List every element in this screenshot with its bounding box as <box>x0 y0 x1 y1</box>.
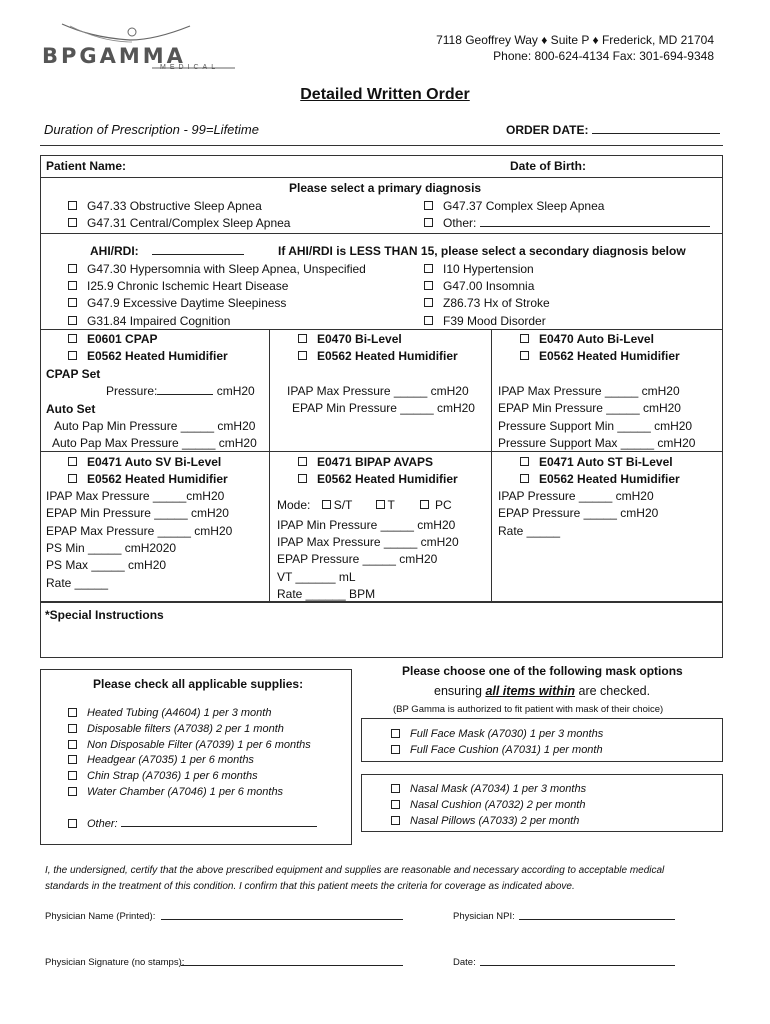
mask-item[interactable]: Nasal Pillows (A7033) 2 per month <box>391 814 579 828</box>
ahi-rdi-field[interactable] <box>152 254 244 255</box>
supply-item[interactable]: Chin Strap (A7036) 1 per 6 months <box>68 769 258 783</box>
device-e0471-auto-st[interactable]: E0471 Auto ST Bi-Level <box>520 455 673 469</box>
company-address: 7118 Geoffrey Way ♦ Suite P ♦ Frederick, MD 21704 <box>436 33 714 47</box>
logo <box>40 18 240 74</box>
col4-line: EPAP Max Pressure _____ cmH20 <box>46 524 233 538</box>
patient-name-label: Patient Name: <box>46 159 127 173</box>
date-label: Date: <box>453 957 476 968</box>
auto-max: Auto Pap Max Pressure _____ cmH20 <box>52 436 257 450</box>
cpap-set-label: CPAP Set <box>46 367 101 381</box>
secondary-left-item[interactable]: G47.9 Excessive Daytime Sleepiness <box>68 296 286 310</box>
supply-item[interactable]: Non Disposable Filter (A7039) 1 per 6 months <box>68 738 311 752</box>
logo-subtext: MEDICAL <box>160 64 220 71</box>
col6-line: Rate _____ <box>498 524 561 538</box>
col4-line: EPAP Min Pressure _____ cmH20 <box>46 506 229 520</box>
physician-signature-field[interactable] <box>181 952 403 966</box>
device-col6-humidifier[interactable]: E0562 Heated Humidifier <box>520 472 680 486</box>
col4-line: PS Max _____ cmH20 <box>46 558 167 572</box>
physician-npi-label: Physician NPI: <box>453 911 515 922</box>
col2-ipap-max: IPAP Max Pressure _____ cmH20 <box>287 384 469 398</box>
diag-other[interactable]: Other: <box>424 216 710 230</box>
mask-item[interactable]: Nasal Cushion (A7032) 2 per month <box>391 798 585 812</box>
page-title: Detailed Written Order <box>300 86 470 103</box>
col4-line: IPAP Max Pressure _____cmH20 <box>46 489 225 503</box>
secondary-right-item[interactable]: G47.00 Insomnia <box>424 279 534 293</box>
diag-g4733[interactable]: G47.33 Obstructive Sleep Apnea <box>68 199 262 213</box>
order-date-field[interactable] <box>592 133 720 134</box>
primary-diagnosis-heading: Please select a primary diagnosis <box>289 181 482 195</box>
masks-note: (BP Gamma is authorized to fit patient with mask of their choice) <box>393 704 664 715</box>
secondary-left-item[interactable]: G47.30 Hypersomnia with Sleep Apnea, Unspecified <box>68 262 366 276</box>
mask-item[interactable]: Nasal Mask (A7034) 1 per 3 months <box>391 782 586 796</box>
device-col5-humidifier[interactable]: E0562 Heated Humidifier <box>298 472 458 486</box>
auto-set-label: Auto Set <box>46 402 96 416</box>
physician-signature-label: Physician Signature (no stamps): <box>45 957 185 968</box>
col3-ipap-max: IPAP Max Pressure _____ cmH20 <box>498 384 680 398</box>
device-col2-humidifier[interactable]: E0562 Heated Humidifier <box>298 349 458 363</box>
col5-line: EPAP Pressure _____ cmH20 <box>277 552 438 566</box>
masks-subheading: ensuring all items within are checked. <box>434 684 651 698</box>
col4-line: Rate _____ <box>46 576 109 590</box>
secondary-diagnosis-heading: If AHI/RDI is LESS THAN 15, please select a secondary diagnosis below <box>278 244 686 258</box>
physician-npi-field[interactable] <box>519 906 675 920</box>
col5-line: IPAP Max Pressure _____ cmH20 <box>277 535 459 549</box>
col6-line: IPAP Pressure _____ cmH20 <box>498 489 654 503</box>
col5-line: Rate ______ BPM <box>277 587 376 601</box>
col4-line: PS Min _____ cmH2020 <box>46 541 177 555</box>
cpap-pressure: Pressure: cmH20 <box>106 384 255 398</box>
diag-g4737[interactable]: G47.37 Complex Sleep Apnea <box>424 199 604 213</box>
col5-line: VT ______ mL <box>277 570 356 584</box>
mode-selector: Mode: S/T T PC <box>277 498 452 512</box>
certification-line: I, the undersigned, certify that the above prescribed equipment and supplies are reasonable and necessary according to acceptable medical <box>45 865 665 876</box>
supply-item[interactable]: Disposable filters (A7038) 2 per 1 month <box>68 722 284 736</box>
logo-text: BPGAMMA <box>42 44 186 68</box>
mode-st-checkbox[interactable] <box>322 500 331 509</box>
dob-label: Date of Birth: <box>510 159 586 173</box>
supply-item[interactable]: Water Chamber (A7046) 1 per 6 months <box>68 785 283 799</box>
duration-text: Duration of Prescription - 99=Lifetime <box>44 122 259 137</box>
device-col4-humidifier[interactable]: E0562 Heated Humidifier <box>68 472 228 486</box>
diag-g4731[interactable]: G47.31 Central/Complex Sleep Apnea <box>68 216 290 230</box>
mode-t-checkbox[interactable] <box>376 500 385 509</box>
ahi-rdi-label: AHI/RDI: <box>90 244 244 258</box>
col6-line: EPAP Pressure _____ cmH20 <box>498 506 659 520</box>
certification-line: standards in the treatment of this condition. I confirm that this patient meets the criteria for coverage as indicated above. <box>45 881 575 892</box>
mask-item[interactable]: Full Face Cushion (A7031) 1 per month <box>391 743 603 757</box>
device-e0470-bilevel[interactable]: E0470 Bi-Level <box>298 332 402 346</box>
supply-item[interactable]: Heated Tubing (A4604) 1 per 3 month <box>68 706 271 720</box>
supply-item[interactable]: Headgear (A7035) 1 per 6 months <box>68 753 254 767</box>
date-field[interactable] <box>480 952 675 966</box>
device-col3-humidifier[interactable]: E0562 Heated Humidifier <box>520 349 680 363</box>
company-phone: Phone: 800-624-4134 Fax: 301-694-9348 <box>493 49 714 63</box>
col2-epap-min: EPAP Min Pressure _____ cmH20 <box>292 401 475 415</box>
secondary-right-item[interactable]: I10 Hypertension <box>424 262 534 276</box>
col3-epap-min: EPAP Min Pressure _____ cmH20 <box>498 401 681 415</box>
masks-heading: Please choose one of the following mask options <box>402 664 683 678</box>
device-e0601-cpap[interactable]: E0601 CPAP <box>68 332 157 346</box>
physician-name-field[interactable] <box>161 906 403 920</box>
device-e0471-bipap-avaps[interactable]: E0471 BIPAP AVAPS <box>298 455 433 469</box>
col3-ps-min: Pressure Support Min _____ cmH20 <box>498 419 693 433</box>
supply-other[interactable]: Other: <box>68 817 317 831</box>
order-date-label: ORDER DATE: <box>506 123 720 137</box>
device-col1-humidifier[interactable]: E0562 Heated Humidifier <box>68 349 228 363</box>
auto-min: Auto Pap Min Pressure _____ cmH20 <box>54 419 256 433</box>
mode-pc-checkbox[interactable] <box>420 500 429 509</box>
device-e0470-auto-bilevel[interactable]: E0470 Auto Bi-Level <box>520 332 654 346</box>
secondary-left-item[interactable]: G31.84 Impaired Cognition <box>68 314 230 328</box>
col3-ps-max: Pressure Support Max _____ cmH20 <box>498 436 696 450</box>
device-e0471-auto-sv[interactable]: E0471 Auto SV Bi-Level <box>68 455 221 469</box>
special-instructions-label: *Special Instructions <box>45 608 164 622</box>
physician-name-label: Physician Name (Printed): <box>45 911 156 922</box>
secondary-right-item[interactable]: Z86.73 Hx of Stroke <box>424 296 550 310</box>
secondary-left-item[interactable]: I25.9 Chronic Ischemic Heart Disease <box>68 279 288 293</box>
mask-item[interactable]: Full Face Mask (A7030) 1 per 3 months <box>391 727 603 741</box>
supplies-heading: Please check all applicable supplies: <box>93 677 304 691</box>
col5-line: IPAP Min Pressure _____ cmH20 <box>277 518 456 532</box>
secondary-right-item[interactable]: F39 Mood Disorder <box>424 314 546 328</box>
